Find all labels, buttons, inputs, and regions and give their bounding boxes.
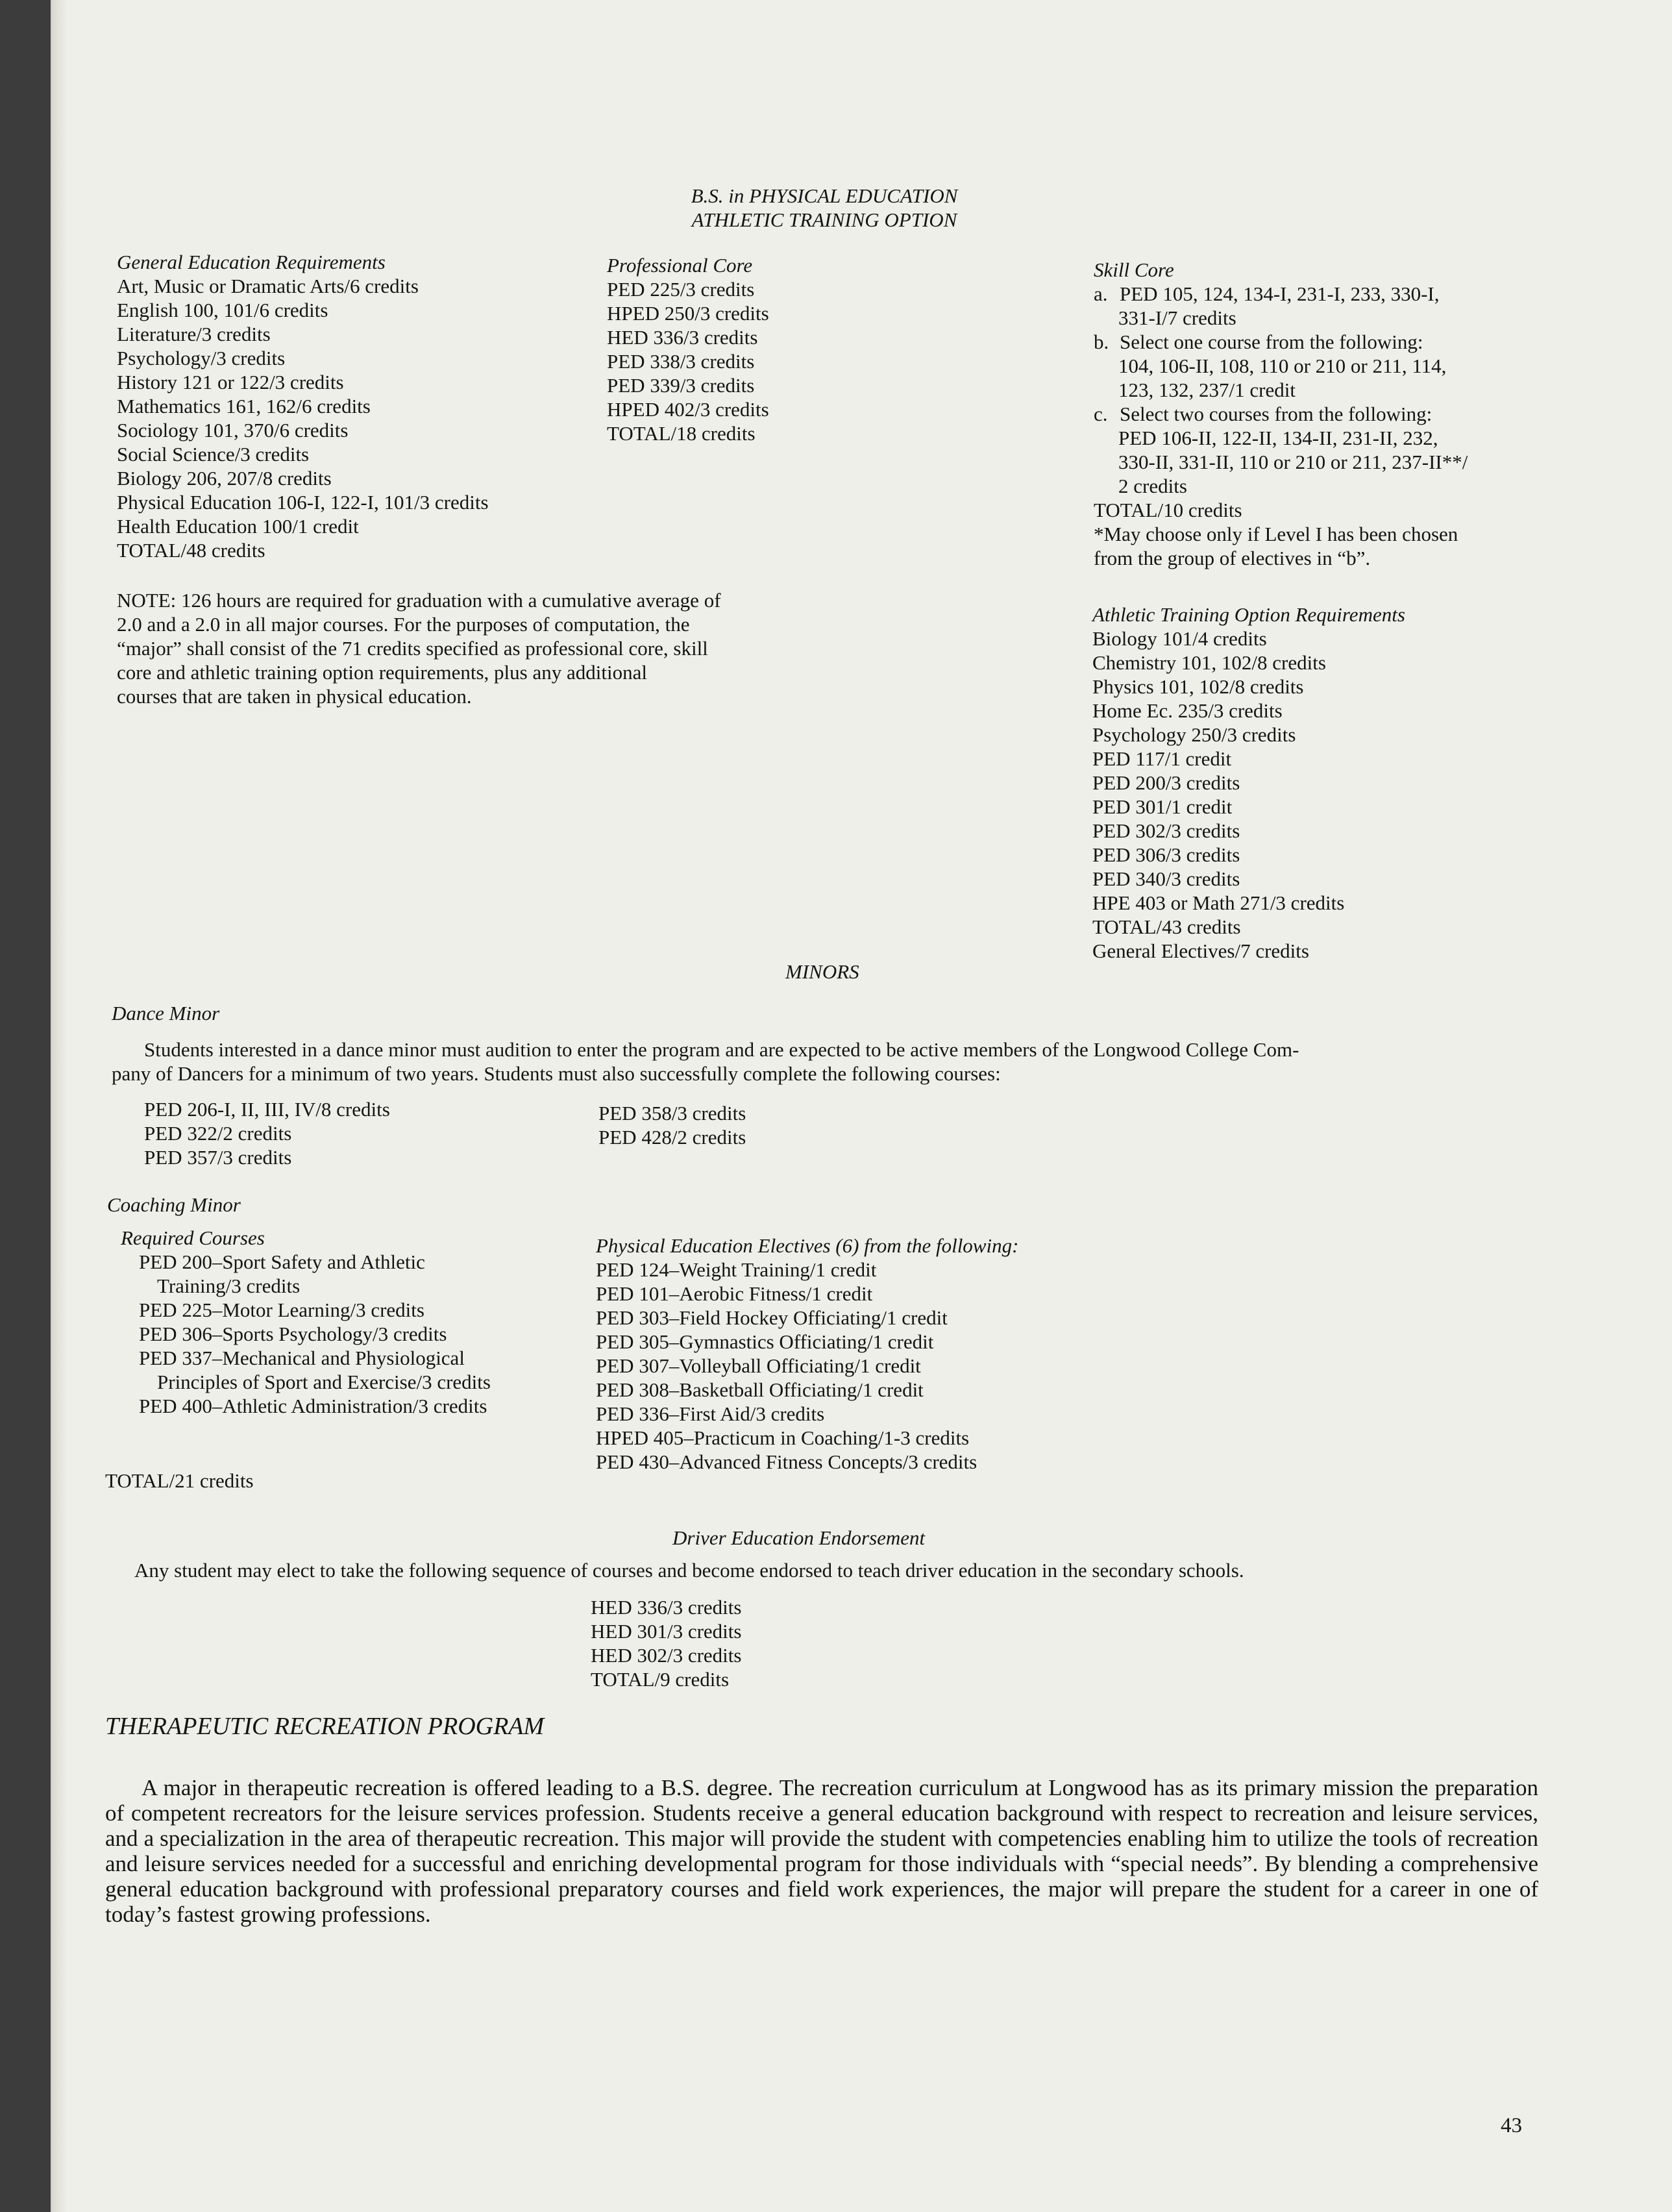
list-item: Training/3 credits [157,1274,301,1297]
option-a-text: 331-I/7 credits [1118,306,1236,329]
list-item: PED 400–Athletic Administration/3 credits [139,1395,487,1417]
general-education-section [117,250,584,562]
coaching-required-section [121,1226,575,1418]
option-b [1094,330,1548,354]
therapeutic-paragraph: A major in therapeutic recreation is offered leading to a B.S. degree. The recreation curriculum at Longwood has as its primary mission the preparation of competent recreators for the leisure services profession. Students receive a general education background with respect to recreation and leisure services, and a specialization in the area of therapeutic recreation. This major will provide the student with competencies enabling him to utilize the tools of recreation and leisure services needed for a successful and enriching developmental program for those individuals with “special needs”. By blending a comprehensive general education background with professional preparatory courses and field work experiences, the major will prepare the student for a career in one of today’s fastest growing professions. [105,1775,1538,1927]
list-item: Principles of Sport and Exercise/3 credits [157,1371,491,1393]
option-c [1094,402,1548,426]
dance-text-line: pany of Dancers for a minimum of two years. Students must also successfully complete the following courses: [112,1062,1001,1085]
list-item: PED 428/2 credits [598,1126,746,1149]
athletic-option-section [1092,603,1560,963]
total-line: TOTAL/43 credits [1092,915,1241,938]
list-item: PED 357/3 credits [144,1146,292,1169]
section-title: Skill Core [1094,258,1174,281]
list-item: PED 303–Field Hockey Officiating/1 credit [596,1306,948,1329]
list-item: Biology 206, 207/8 credits [117,467,332,490]
list-item: Psychology 250/3 credits [1092,723,1296,746]
list-item: PED 225–Motor Learning/3 credits [139,1299,424,1321]
option-b-text: 104, 106-II, 108, 110 or 210 or 211, 114, [1118,354,1447,377]
list-item: PED 307–Volleyball Officiating/1 credit [596,1354,921,1377]
list-item: General Electives/7 credits [1092,939,1309,962]
list-item: English 100, 101/6 credits [117,299,328,321]
list-item: Physics 101, 102/8 credits [1092,675,1304,698]
list-item: HPE 403 or Math 271/3 credits [1092,891,1345,914]
list-item: Biology 101/4 credits [1092,627,1267,650]
list-item: PED 305–Gymnastics Officiating/1 credit [596,1330,934,1353]
list-item: History 121 or 122/3 credits [117,371,344,393]
list-item: PED 322/2 credits [144,1122,292,1145]
option-c-text: Select two courses from the following: [1120,403,1432,425]
dance-courses-col2 [598,1101,746,1149]
option-a [1094,282,1548,306]
list-item: Art, Music or Dramatic Arts/6 credits [117,275,419,297]
section-title: Professional Core [607,254,753,277]
graduation-note [117,588,863,708]
list-item: PED 302/3 credits [1092,819,1240,842]
list-item: PED 336–First Aid/3 credits [596,1402,825,1425]
list-item: PED 306/3 credits [1092,843,1240,866]
section-title: Physical Education Electives (6) from the following: [596,1234,1019,1257]
list-item: PED 200/3 credits [1092,771,1240,794]
list-item: PED 101–Aerobic Fitness/1 credit [596,1282,873,1305]
list-item: HED 302/3 credits [591,1644,742,1667]
list-item: Chemistry 101, 102/8 credits [1092,651,1326,674]
note-line: “major” shall consist of the 71 credits specified as professional core, skill [117,637,708,660]
list-item: PED 206-I, II, III, IV/8 credits [144,1098,390,1121]
list-item: PED 117/1 credit [1092,747,1232,770]
list-item: PED 306–Sports Psychology/3 credits [139,1323,447,1345]
list-item: Sociology 101, 370/6 credits [117,419,349,441]
list-item: PED 339/3 credits [607,374,755,397]
list-item: HED 336/3 credits [591,1596,742,1619]
list-item: Literature/3 credits [117,323,271,345]
list-item: PED 200–Sport Safety and Athletic [139,1250,425,1273]
coaching-minor-title: Coaching Minor [107,1193,241,1216]
option-b-label: b. [1094,330,1109,353]
list-item: HED 336/3 credits [607,326,758,349]
total-line: TOTAL/9 credits [591,1668,730,1691]
total-line: TOTAL/10 credits [1094,499,1242,521]
total-line: TOTAL/48 credits [117,539,265,562]
list-item: HED 301/3 credits [591,1620,742,1643]
minors-heading: MINORS [785,960,859,983]
list-item: PED 338/3 credits [607,350,755,373]
option-c-label: c. [1094,403,1108,425]
list-item: HPED 250/3 credits [607,302,769,325]
list-item: Health Education 100/1 credit [117,515,359,538]
note-line: NOTE: 126 hours are required for graduation with a cumulative average of [117,589,721,612]
list-item: HPED 405–Practicum in Coaching/1-3 credits [596,1426,970,1449]
dance-text-line: Students interested in a dance minor must audition to enter the program and are expected to be active members of the Longwood College Com- [144,1038,1299,1061]
program-header [584,184,1064,232]
footnote: from the group of electives in “b”. [1094,547,1371,569]
option-c-text: 330-II, 331-II, 110 or 210 or 211, 237-II**/ [1118,451,1468,473]
list-item: Home Ec. 235/3 credits [1092,699,1283,722]
list-item: PED 301/1 credit [1092,795,1233,818]
list-item: PED 308–Basketball Officiating/1 credit [596,1378,924,1401]
header-line-1: B.S. in PHYSICAL EDUCATION [691,184,958,207]
header-line-2: ATHLETIC TRAINING OPTION [691,208,957,231]
option-a-text: PED 105, 124, 134-I, 231-I, 233, 330-I, [1120,282,1440,305]
list-item: PED 340/3 credits [1092,867,1240,890]
section-title: Required Courses [121,1226,265,1249]
option-c-text: 2 credits [1118,475,1187,497]
list-item: PED 225/3 credits [607,278,755,301]
binding-shadow [52,0,68,2212]
list-item: PED 124–Weight Training/1 credit [596,1258,877,1281]
coaching-electives-section [596,1234,1154,1474]
list-item: Psychology/3 credits [117,347,286,369]
driver-ed-courses [591,1595,741,1691]
list-item: PED 337–Mechanical and Physiological [139,1347,465,1369]
skill-core-section [1094,258,1548,570]
note-line: core and athletic training option requirements, plus any additional [117,661,647,684]
list-item: PED 430–Advanced Fitness Concepts/3 credits [596,1450,977,1473]
footnote: *May choose only if Level I has been chosen [1094,523,1458,545]
coaching-total: TOTAL/21 credits [105,1469,254,1492]
page-number: 43 [1501,2114,1522,2137]
dance-courses-col1 [144,1097,390,1169]
dance-minor-text [112,1038,1559,1086]
list-item: Social Science/3 credits [117,443,310,466]
professional-core-section [607,253,879,445]
section-title: General Education Requirements [117,251,386,273]
list-item: HPED 402/3 credits [607,398,769,421]
section-title: Athletic Training Option Requirements [1092,603,1405,626]
therapeutic-title: THERAPEUTIC RECREATION PROGRAM [105,1713,545,1740]
total-line: TOTAL/18 credits [607,422,756,445]
option-b-text: 123, 132, 237/1 credit [1118,379,1296,401]
therapeutic-section [105,1775,1538,1927]
dance-minor-title: Dance Minor [112,1002,220,1025]
driver-ed-title: Driver Education Endorsement [672,1526,926,1549]
note-line: courses that are taken in physical education. [117,685,472,708]
option-b-text: Select one course from the following: [1120,330,1423,353]
list-item: PED 358/3 credits [598,1102,746,1125]
driver-ed-text: Any student may elect to take the following sequence of courses and become endorsed to teach driver education in the secondary schools. [134,1559,1244,1582]
option-c-text: PED 106-II, 122-II, 134-II, 231-II, 232, [1118,427,1438,449]
list-item: Physical Education 106-I, 122-I, 101/3 credits [117,491,489,514]
option-a-label: a. [1094,282,1108,305]
list-item: Mathematics 161, 162/6 credits [117,395,371,417]
note-line: 2.0 and a 2.0 in all major courses. For the purposes of computation, the [117,613,690,636]
